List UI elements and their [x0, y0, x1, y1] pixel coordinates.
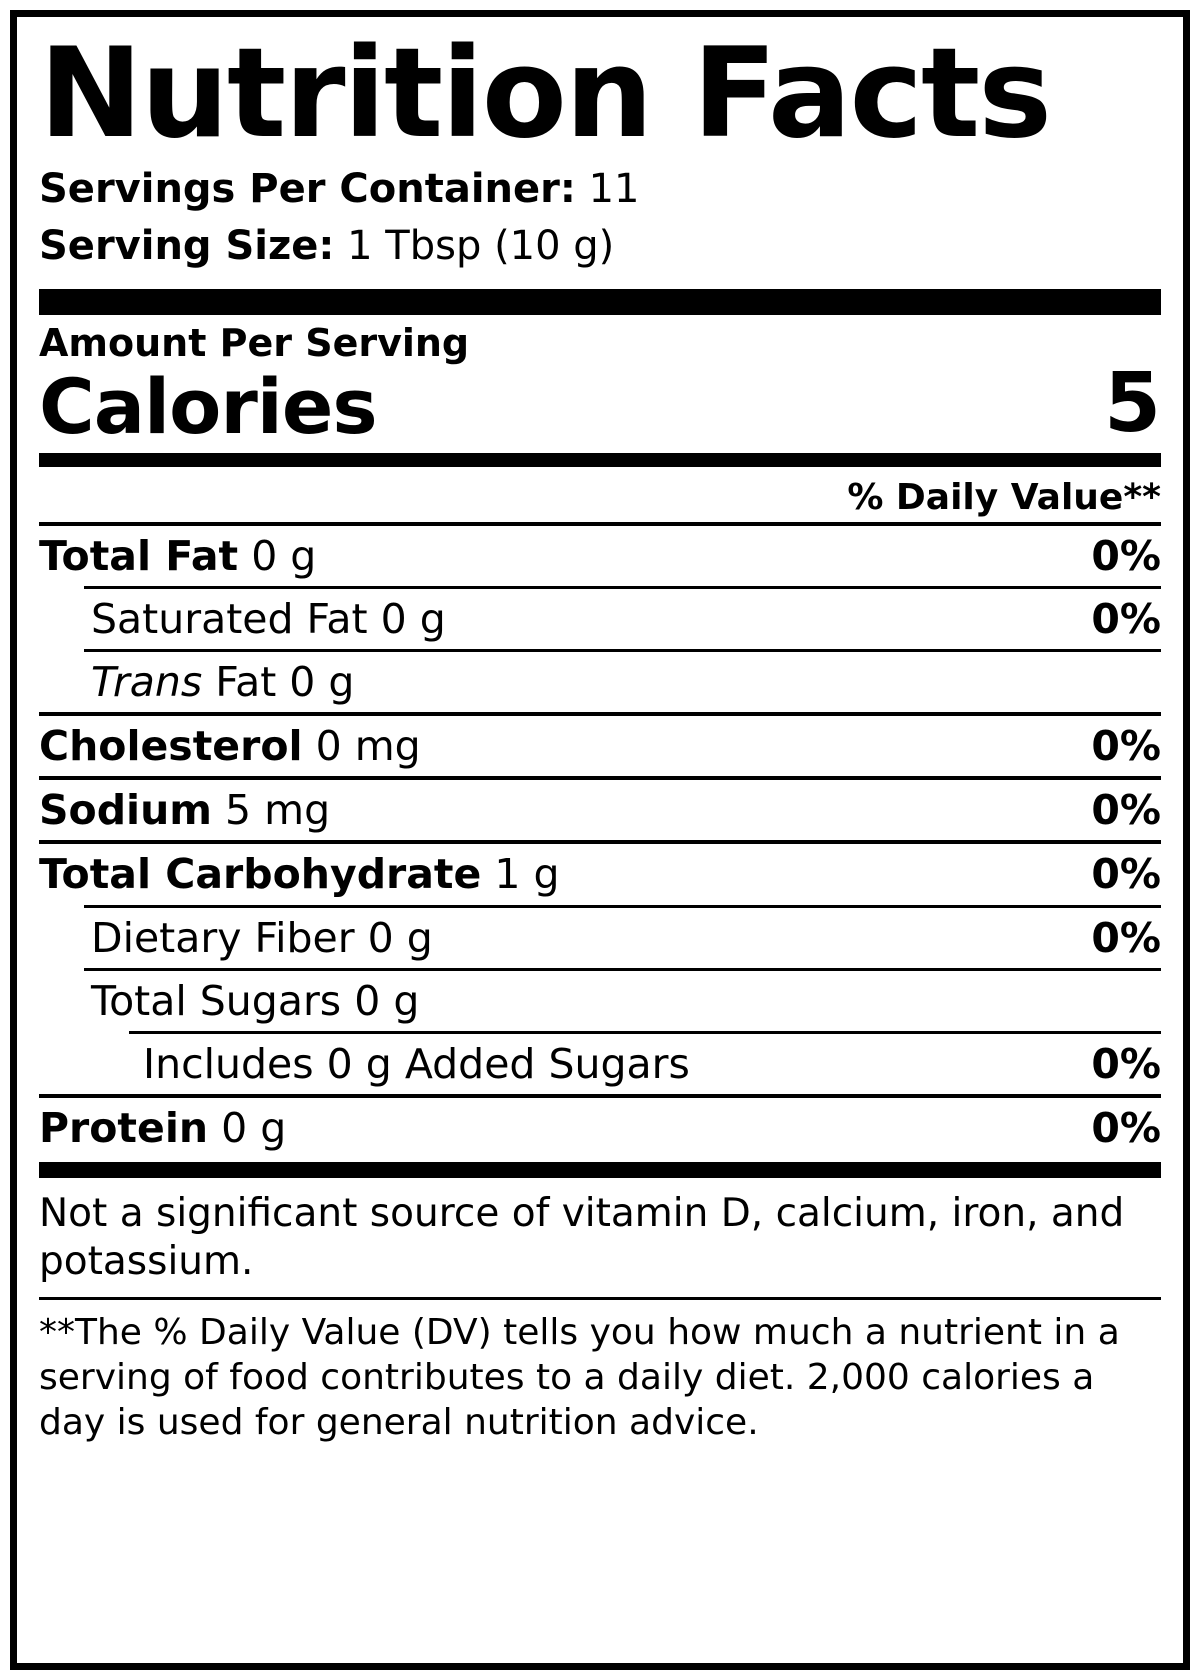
- nutrient-dv-sodium: 0%: [1091, 786, 1161, 835]
- nutrient-dv-total-carbohydrate: 0%: [1091, 850, 1161, 899]
- nutrient-row-cholesterol: [39, 716, 1161, 776]
- nutrient-row-saturated-fat: [39, 589, 1161, 649]
- servings-per-container-label: Servings Per Container:: [39, 166, 576, 213]
- nutrient-row-total-carbohydrate: [39, 844, 1161, 904]
- calories-value: 5: [1103, 355, 1161, 451]
- nutrient-name-cholesterol: Cholesterol 0 mg: [39, 722, 421, 771]
- nutrient-name-total-carbohydrate: Total Carbohydrate 1 g: [39, 850, 560, 899]
- serving-size-label: Serving Size:: [39, 223, 335, 270]
- nutrient-name-trans-fat: Trans Fat 0 g: [91, 658, 355, 707]
- nutrient-row-dietary-fiber: [39, 908, 1161, 968]
- nutrient-row-total-sugars: [39, 971, 1161, 1031]
- nutrient-row-added-sugars: [39, 1034, 1161, 1094]
- nutrient-dv-cholesterol: 0%: [1091, 722, 1161, 771]
- divider-thick-bottom: [39, 1162, 1161, 1178]
- nutrient-row-trans-fat: [39, 652, 1161, 712]
- nutrient-row-protein: [39, 1098, 1161, 1158]
- divider-medium-calories: [39, 453, 1161, 467]
- serving-size-value: 1 Tbsp (10 g): [347, 223, 615, 270]
- daily-value-header: % Daily Value**: [847, 476, 1161, 518]
- nutrient-row-total-fat: [39, 526, 1161, 586]
- nutrient-dv-dietary-fiber: 0%: [1091, 913, 1161, 962]
- divider-footnote: [39, 1297, 1161, 1300]
- nutrient-dv-added-sugars: 0%: [1091, 1039, 1161, 1088]
- nutrient-name-saturated-fat: Saturated Fat 0 g: [91, 594, 446, 643]
- nutrient-dv-saturated-fat: 0%: [1091, 594, 1161, 643]
- nutrient-dv-protein: 0%: [1091, 1104, 1161, 1153]
- nutrient-dv-total-fat: 0%: [1091, 531, 1161, 580]
- nutrient-name-protein: Protein 0 g: [39, 1104, 287, 1153]
- nutrient-name-added-sugars: Includes 0 g Added Sugars: [143, 1039, 690, 1088]
- nutrient-name-total-fat: Total Fat 0 g: [39, 531, 317, 580]
- footnote-daily-value: **The % Daily Value (DV) tells you how much a nutrient in a serving of food contributes to a daily diet. 2,000 calories a day is used for general nutrition advice.: [39, 1312, 1120, 1444]
- servings-per-container: [39, 161, 1161, 218]
- label-panel: [10, 10, 1190, 1670]
- servings-per-container-value: 11: [588, 166, 640, 213]
- nutrient-row-sodium: [39, 780, 1161, 840]
- nutrient-name-dietary-fiber: Dietary Fiber 0 g: [91, 913, 433, 962]
- nutrient-name-total-sugars: Total Sugars 0 g: [91, 976, 420, 1025]
- page-title: Nutrition Facts: [39, 22, 1051, 166]
- calories-label: Calories: [39, 361, 377, 451]
- amount-per-serving-label: Amount Per Serving: [39, 321, 470, 366]
- serving-size: [39, 218, 1161, 275]
- nutrient-name-sodium: Sodium 5 mg: [39, 786, 331, 835]
- calories-row: [39, 355, 1161, 451]
- divider-thick-top: [39, 289, 1161, 315]
- footnote-not-significant-source: Not a significant source of vitamin D, calcium, iron, and potassium.: [39, 1191, 1125, 1284]
